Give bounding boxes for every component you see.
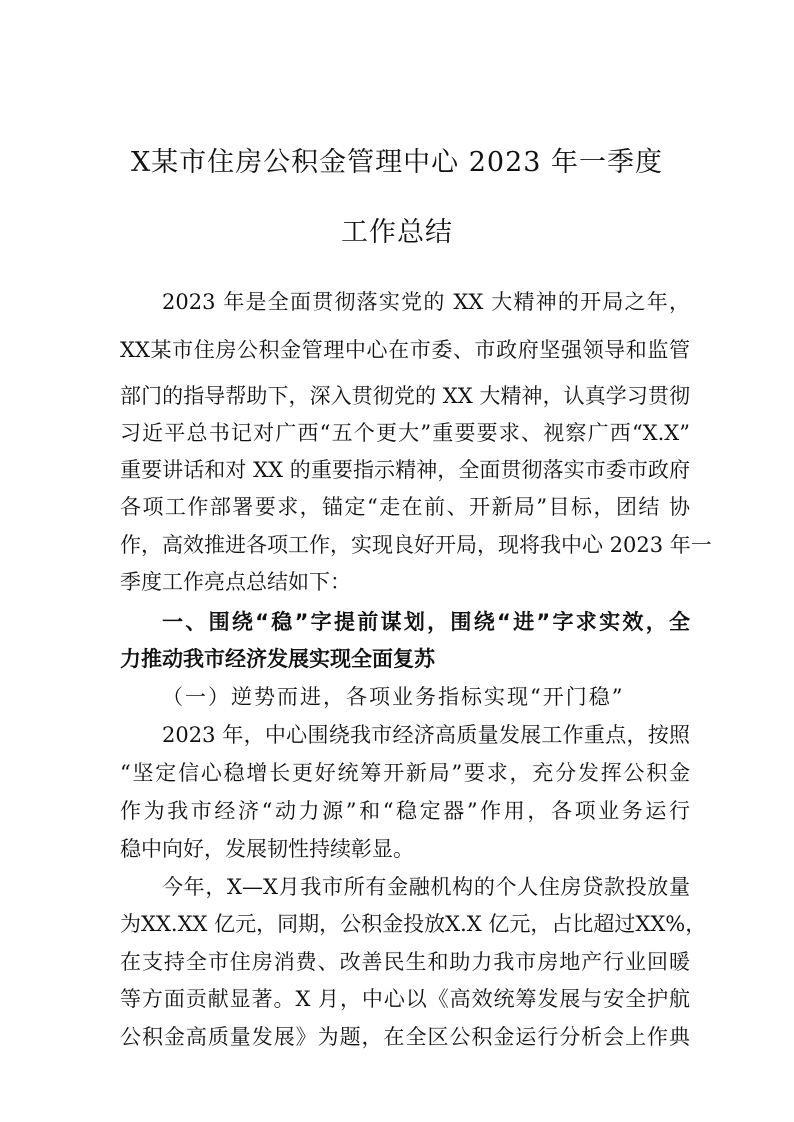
intro-line: 重要讲话和对 XX 的重要指示精神，全面贯彻落实市委市政府 (120, 458, 690, 482)
intro-line: 各项工作部署要求，锚定“走在前、开新局”目标，团结 协 (120, 495, 690, 519)
paragraph-line: 今年，X—X月我市所有金融机构的个人住房贷款投放量 (162, 875, 690, 899)
paragraph-line: 2023 年，中心围绕我市经济高质量发展工作重点，按照 (162, 723, 690, 747)
intro-line: 季度工作亮点总结如下： (120, 570, 351, 594)
document-title-line-1: X某市住房公积金管理中心 2023 年一季度 (130, 147, 664, 178)
paragraph-line: 作为我市经济“动力源”和“稳定器”作用，各项业务运行 (120, 799, 690, 823)
paragraph-line: “坚定信心稳增长更好统筹开新局”要求，充分发挥公积金 (120, 761, 690, 785)
paragraph-line: 等方面贡献显著。X 月，中心以《高效统筹发展与安全护航 (120, 987, 690, 1011)
intro-line: 习近平总书记对广西“五个更大”重要要求、视察广西“X.X” (120, 421, 690, 445)
section-heading-line: 一、围绕“稳”字提前谋划，围绕“进”字求实效，全 (162, 610, 690, 634)
intro-line: 2023 年是全面贯彻落实党的 XX 大精神的开局之年， (162, 290, 690, 314)
paragraph-line: 在支持全市住房消费、改善民生和助力我市房地产行业回暖 (120, 950, 690, 974)
intro-line: XX某市住房公积金管理中心在市委、市政府坚强领导和监管 (120, 338, 690, 362)
paragraph-line: 为XX.XX 亿元，同期，公积金投放X.X 亿元，占比超过XX%， (120, 912, 707, 936)
paragraph-line: 公积金高质量发展》为题，在全区公积金运行分析会上作典 (120, 1025, 690, 1049)
intro-line: 部门的指导帮助下，深入贯彻党的 XX 大精神，认真学习贯彻 (120, 384, 690, 408)
paragraph-line: 稳中向好，发展韧性持续彰显。 (120, 837, 414, 861)
section-heading-line: 力推动我市经济发展实现全面复苏 (120, 647, 435, 671)
intro-line: 作，高效推进各项工作，实现良好开局，现将我中心 2023 年一 (120, 533, 712, 557)
subsection-heading: （一）逆势而进，各项业务指标实现“开门稳” (162, 685, 625, 709)
document-title-line-2: 工作总结 (341, 217, 453, 248)
